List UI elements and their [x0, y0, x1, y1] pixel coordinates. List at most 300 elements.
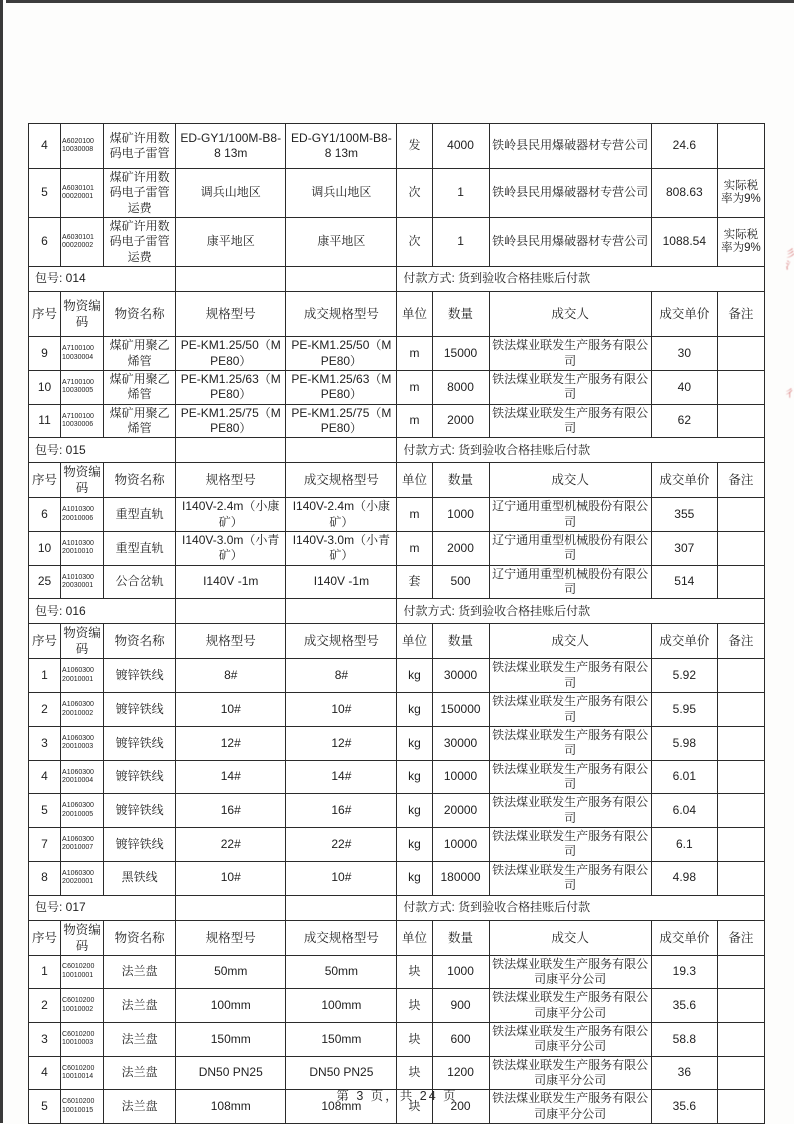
cell-spec: 8# — [176, 659, 286, 693]
cell-seq: 5 — [29, 1090, 61, 1124]
cell-deal-spec: 12# — [286, 726, 397, 760]
cell-unit-price: 1088.54 — [651, 218, 717, 267]
cell-material-name: 镀锌铁线 — [104, 794, 176, 828]
material-code-line2: 10030004 — [62, 353, 94, 361]
cell-spec: PE-KM1.25/75（MPE80） — [176, 404, 286, 438]
column-header: 成交单价 — [651, 920, 717, 955]
cell-material-code — [61, 955, 104, 989]
cell-unit-price: 307 — [651, 532, 717, 566]
cell-note — [717, 989, 764, 1023]
cell-note — [717, 693, 764, 727]
empty-cell — [286, 895, 397, 920]
table-row — [29, 861, 765, 895]
column-header: 物资名称 — [104, 920, 176, 955]
cell-winner: 铁法煤业联发生产服务有限公司 — [489, 693, 651, 727]
cell-winner: 铁法煤业联发生产服务有限公司 — [489, 861, 651, 895]
cell-note — [717, 1056, 764, 1090]
cell-deal-spec: 10# — [286, 693, 397, 727]
procurement-results-table — [28, 123, 765, 1124]
column-header-row — [29, 463, 765, 498]
cell-seq: 2 — [29, 989, 61, 1023]
cell-unit: 块 — [397, 1056, 432, 1090]
cell-material-name: 法兰盘 — [104, 1090, 176, 1124]
cell-note — [717, 124, 764, 169]
package-row — [29, 895, 765, 920]
package-number: 包号: 014 — [29, 267, 176, 292]
cell-quantity: 10000 — [432, 760, 489, 794]
cell-spec: DN50 PN25 — [176, 1056, 286, 1090]
cell-seq: 7 — [29, 828, 61, 862]
table-row — [29, 726, 765, 760]
cell-quantity: 1 — [432, 169, 489, 218]
cell-seq: 3 — [29, 726, 61, 760]
cell-winner: 辽宁通用重型机械股份有限公司 — [489, 498, 651, 532]
cell-deal-spec: 150mm — [286, 1022, 397, 1056]
cell-note — [717, 532, 764, 566]
empty-cell — [176, 267, 286, 292]
cell-material-code — [61, 124, 104, 169]
cell-material-code — [61, 794, 104, 828]
material-code-line2: 20010001 — [62, 675, 94, 683]
cell-winner: 铁法煤业联发生产服务有限公司 — [489, 337, 651, 371]
material-code-line2: 20020001 — [62, 878, 94, 886]
cell-quantity: 150000 — [432, 693, 489, 727]
material-code-line1: A6020100 — [62, 137, 94, 145]
cell-material-name: 镀锌铁线 — [104, 828, 176, 862]
cell-unit-price: 6.01 — [651, 760, 717, 794]
cell-unit: kg — [397, 659, 432, 693]
cell-note — [717, 1022, 764, 1056]
cell-unit-price: 808.63 — [651, 169, 717, 218]
cell-deal-spec: DN50 PN25 — [286, 1056, 397, 1090]
cell-note — [717, 498, 764, 532]
cell-material-code — [61, 169, 104, 218]
cell-material-name: 镀锌铁线 — [104, 693, 176, 727]
column-header: 序号 — [29, 292, 61, 337]
cell-quantity: 1000 — [432, 955, 489, 989]
cell-unit: kg — [397, 693, 432, 727]
cell-unit: 套 — [397, 565, 432, 599]
cell-material-code — [61, 337, 104, 371]
cell-material-name: 煤矿用聚乙烯管 — [104, 404, 176, 438]
material-code-line2: 20010002 — [62, 709, 94, 717]
table-row — [29, 828, 765, 862]
package-row — [29, 599, 765, 624]
material-code-line1: A1060300 — [62, 836, 94, 844]
cell-deal-spec: 康平地区 — [286, 218, 397, 267]
column-header-row — [29, 624, 765, 659]
red-seal-fragment-icon: 彳 — [782, 388, 793, 400]
table-row — [29, 565, 765, 599]
cell-spec: PE-KM1.25/63（MPE80） — [176, 370, 286, 404]
cell-note: 实际税率为9% — [717, 218, 764, 267]
cell-material-code — [61, 659, 104, 693]
cell-note — [717, 955, 764, 989]
cell-winner: 铁法煤业联发生产服务有限公司 — [489, 760, 651, 794]
column-header: 成交规格型号 — [286, 624, 397, 659]
cell-spec: 康平地区 — [176, 218, 286, 267]
cell-winner: 铁法煤业联发生产服务有限公司康平分公司 — [489, 989, 651, 1023]
cell-quantity: 1000 — [432, 498, 489, 532]
column-header: 成交人 — [489, 920, 651, 955]
column-header-row — [29, 920, 765, 955]
cell-material-name: 法兰盘 — [104, 955, 176, 989]
cell-winner: 铁法煤业联发生产服务有限公司 — [489, 659, 651, 693]
column-header: 数量 — [432, 463, 489, 498]
column-header: 序号 — [29, 624, 61, 659]
cell-unit-price: 58.8 — [651, 1022, 717, 1056]
cell-seq: 1 — [29, 955, 61, 989]
cell-material-code — [61, 404, 104, 438]
cell-seq: 8 — [29, 861, 61, 895]
cell-seq: 9 — [29, 337, 61, 371]
cell-unit-price: 5.92 — [651, 659, 717, 693]
column-header: 成交人 — [489, 292, 651, 337]
cell-spec: 调兵山地区 — [176, 169, 286, 218]
column-header: 单位 — [397, 920, 432, 955]
cell-deal-spec: 22# — [286, 828, 397, 862]
material-code-line2: 20010006 — [62, 514, 94, 522]
cell-spec: I140V-2.4m（小康矿） — [176, 498, 286, 532]
cell-unit: m — [397, 337, 432, 371]
cell-winner: 辽宁通用重型机械股份有限公司 — [489, 565, 651, 599]
cell-quantity: 1 — [432, 218, 489, 267]
table-row — [29, 760, 765, 794]
cell-deal-spec: I140V-3.0m（小青矿） — [286, 532, 397, 566]
column-header: 成交规格型号 — [286, 920, 397, 955]
cell-deal-spec: 50mm — [286, 955, 397, 989]
cell-spec: 10# — [176, 861, 286, 895]
cell-unit-price: 5.98 — [651, 726, 717, 760]
cell-seq: 4 — [29, 124, 61, 169]
material-code-line1: A1060300 — [62, 734, 94, 742]
cell-material-code — [61, 1022, 104, 1056]
cell-spec: I140V -1m — [176, 565, 286, 599]
cell-material-name: 煤矿许用数码电子雷管 — [104, 124, 176, 169]
column-header: 备注 — [717, 920, 764, 955]
cell-quantity: 180000 — [432, 861, 489, 895]
empty-cell — [286, 438, 397, 463]
cell-seq: 3 — [29, 1022, 61, 1056]
cell-winner: 铁法煤业联发生产服务有限公司康平分公司 — [489, 1056, 651, 1090]
column-header: 规格型号 — [176, 292, 286, 337]
column-header: 物资编码 — [61, 624, 104, 659]
payment-method: 付款方式: 货到验收合格挂账后付款 — [397, 438, 765, 463]
cell-material-name: 煤矿许用数码电子雷管运费 — [104, 169, 176, 218]
cell-seq: 5 — [29, 794, 61, 828]
cell-spec: I140V-3.0m（小青矿） — [176, 532, 286, 566]
material-code-line1: A6030101 — [62, 184, 94, 192]
table-row — [29, 693, 765, 727]
column-header: 成交规格型号 — [286, 463, 397, 498]
payment-method: 付款方式: 货到验收合格挂账后付款 — [397, 599, 765, 624]
material-code-line2: 20010003 — [62, 743, 94, 751]
material-code-line1: A1060300 — [62, 701, 94, 709]
cell-seq: 5 — [29, 169, 61, 218]
cell-deal-spec: PE-KM1.25/75（MPE80） — [286, 404, 397, 438]
cell-spec: 50mm — [176, 955, 286, 989]
cell-quantity: 200 — [432, 1090, 489, 1124]
material-code-line1: C6010200 — [62, 963, 95, 971]
cell-note — [717, 760, 764, 794]
package-number: 包号: 017 — [29, 895, 176, 920]
cell-deal-spec: 14# — [286, 760, 397, 794]
material-code-line1: A1060300 — [62, 667, 94, 675]
column-header: 单位 — [397, 624, 432, 659]
material-code-line2: 10030005 — [62, 387, 94, 395]
column-header: 成交单价 — [651, 624, 717, 659]
cell-material-name: 煤矿用聚乙烯管 — [104, 370, 176, 404]
column-header: 备注 — [717, 463, 764, 498]
cell-spec: 12# — [176, 726, 286, 760]
cell-material-name: 公合岔轨 — [104, 565, 176, 599]
cell-unit: kg — [397, 760, 432, 794]
cell-spec: PE-KM1.25/50（MPE80） — [176, 337, 286, 371]
table-row — [29, 1022, 765, 1056]
cell-material-code — [61, 1056, 104, 1090]
cell-unit: 块 — [397, 955, 432, 989]
table-row — [29, 218, 765, 267]
cell-deal-spec: PE-KM1.25/63（MPE80） — [286, 370, 397, 404]
cell-quantity: 15000 — [432, 337, 489, 371]
material-code-line2: 10030006 — [62, 420, 94, 428]
cell-quantity: 30000 — [432, 726, 489, 760]
cell-quantity: 2000 — [432, 532, 489, 566]
package-number: 包号: 015 — [29, 438, 176, 463]
cell-unit: kg — [397, 726, 432, 760]
cell-deal-spec: 调兵山地区 — [286, 169, 397, 218]
material-code-line1: A1060300 — [62, 802, 94, 810]
column-header: 数量 — [432, 624, 489, 659]
column-header: 成交人 — [489, 463, 651, 498]
empty-cell — [176, 438, 286, 463]
material-code-line1: A7100100 — [62, 412, 94, 420]
cell-seq: 10 — [29, 370, 61, 404]
cell-material-name: 镀锌铁线 — [104, 726, 176, 760]
cell-material-code — [61, 726, 104, 760]
cell-material-name: 法兰盘 — [104, 1056, 176, 1090]
column-header: 物资名称 — [104, 624, 176, 659]
cell-material-name: 法兰盘 — [104, 989, 176, 1023]
cell-note — [717, 794, 764, 828]
cell-quantity: 30000 — [432, 659, 489, 693]
cell-unit: kg — [397, 861, 432, 895]
cell-winner: 铁岭县民用爆破器材专营公司 — [489, 124, 651, 169]
cell-note — [717, 565, 764, 599]
table-row — [29, 337, 765, 371]
column-header: 成交人 — [489, 624, 651, 659]
cell-material-name: 煤矿许用数码电子雷管运费 — [104, 218, 176, 267]
cell-material-code — [61, 989, 104, 1023]
cell-winner: 铁法煤业联发生产服务有限公司康平分公司 — [489, 1022, 651, 1056]
column-header: 规格型号 — [176, 624, 286, 659]
scan-edge-left — [0, 0, 3, 1123]
column-header: 备注 — [717, 292, 764, 337]
table-row — [29, 1056, 765, 1090]
material-code-line1: A7100100 — [62, 345, 94, 353]
cell-deal-spec: 108mm — [286, 1090, 397, 1124]
material-code-line2: 00020002 — [62, 242, 94, 250]
material-code-line2: 10010002 — [62, 1005, 94, 1013]
material-code-line2: 10010001 — [62, 971, 94, 979]
cell-material-name: 重型直轨 — [104, 498, 176, 532]
cell-note — [717, 659, 764, 693]
cell-unit: 块 — [397, 1090, 432, 1124]
empty-cell — [176, 599, 286, 624]
column-header: 成交单价 — [651, 463, 717, 498]
cell-quantity: 8000 — [432, 370, 489, 404]
column-header: 物资编码 — [61, 920, 104, 955]
column-header: 单位 — [397, 463, 432, 498]
cell-deal-spec: ED-GY1/100M-B8-8 13m — [286, 124, 397, 169]
cell-seq: 4 — [29, 1056, 61, 1090]
cell-spec: 100mm — [176, 989, 286, 1023]
cell-winner: 铁法煤业联发生产服务有限公司康平分公司 — [489, 955, 651, 989]
cell-winner: 铁法煤业联发生产服务有限公司 — [489, 828, 651, 862]
cell-winner: 铁岭县民用爆破器材专营公司 — [489, 218, 651, 267]
cell-note — [717, 828, 764, 862]
material-code-line2: 20010010 — [62, 548, 94, 556]
cell-unit-price: 35.6 — [651, 989, 717, 1023]
payment-method: 付款方式: 货到验收合格挂账后付款 — [397, 895, 765, 920]
column-header: 数量 — [432, 292, 489, 337]
cell-quantity: 500 — [432, 565, 489, 599]
cell-seq: 2 — [29, 693, 61, 727]
cell-quantity: 900 — [432, 989, 489, 1023]
cell-deal-spec: 16# — [286, 794, 397, 828]
table-row — [29, 124, 765, 169]
cell-unit-price: 30 — [651, 337, 717, 371]
material-code-line2: 20010004 — [62, 776, 94, 784]
cell-unit-price: 6.04 — [651, 794, 717, 828]
material-code-line1: A1010300 — [62, 573, 94, 581]
cell-deal-spec: 8# — [286, 659, 397, 693]
cell-spec: 14# — [176, 760, 286, 794]
cell-material-code — [61, 498, 104, 532]
cell-winner: 铁法煤业联发生产服务有限公司 — [489, 726, 651, 760]
cell-unit-price: 62 — [651, 404, 717, 438]
column-header: 单位 — [397, 292, 432, 337]
material-code-line2: 10010014 — [62, 1073, 94, 1081]
cell-unit: 块 — [397, 989, 432, 1023]
cell-deal-spec: I140V-2.4m（小康矿） — [286, 498, 397, 532]
cell-unit-price: 35.6 — [651, 1090, 717, 1124]
table-row — [29, 370, 765, 404]
material-code-line1: A6030101 — [62, 233, 94, 241]
cell-unit: m — [397, 370, 432, 404]
payment-method: 付款方式: 货到验收合格挂账后付款 — [397, 267, 765, 292]
package-row — [29, 438, 765, 463]
package-row — [29, 267, 765, 292]
cell-unit-price: 4.98 — [651, 861, 717, 895]
cell-spec: 16# — [176, 794, 286, 828]
cell-unit-price: 24.6 — [651, 124, 717, 169]
cell-unit: 发 — [397, 124, 432, 169]
cell-note — [717, 337, 764, 371]
cell-winner: 铁法煤业联发生产服务有限公司 — [489, 370, 651, 404]
cell-spec: ED-GY1/100M-B8-8 13m — [176, 124, 286, 169]
cell-material-code — [61, 760, 104, 794]
cell-unit-price: 19.3 — [651, 955, 717, 989]
cell-material-code — [61, 861, 104, 895]
cell-material-name: 重型直轨 — [104, 532, 176, 566]
cell-quantity: 600 — [432, 1022, 489, 1056]
cell-unit: kg — [397, 794, 432, 828]
cell-unit-price: 5.95 — [651, 693, 717, 727]
cell-unit-price: 6.1 — [651, 828, 717, 862]
material-code-line1: C6010200 — [62, 1098, 95, 1106]
cell-note — [717, 370, 764, 404]
cell-material-name: 黑铁线 — [104, 861, 176, 895]
table-row — [29, 955, 765, 989]
cell-unit-price: 355 — [651, 498, 717, 532]
cell-winner: 铁岭县民用爆破器材专营公司 — [489, 169, 651, 218]
cell-material-code — [61, 565, 104, 599]
cell-material-name: 镀锌铁线 — [104, 659, 176, 693]
table-row — [29, 404, 765, 438]
column-header: 成交单价 — [651, 292, 717, 337]
empty-cell — [286, 267, 397, 292]
red-seal-fragment-icon: 彡氵 — [783, 248, 794, 272]
package-number: 包号: 016 — [29, 599, 176, 624]
cell-material-name: 煤矿用聚乙烯管 — [104, 337, 176, 371]
cell-spec: 10# — [176, 693, 286, 727]
table-row — [29, 532, 765, 566]
column-header: 成交规格型号 — [286, 292, 397, 337]
cell-spec: 22# — [176, 828, 286, 862]
cell-unit: kg — [397, 828, 432, 862]
column-header: 物资名称 — [104, 463, 176, 498]
column-header: 物资编码 — [61, 463, 104, 498]
cell-seq: 25 — [29, 565, 61, 599]
empty-cell — [176, 895, 286, 920]
material-code-line2: 20030001 — [62, 582, 94, 590]
material-code-line2: 10010015 — [62, 1106, 94, 1114]
cell-material-code — [61, 693, 104, 727]
cell-note — [717, 404, 764, 438]
cell-unit: 次 — [397, 218, 432, 267]
cell-unit: 次 — [397, 169, 432, 218]
cell-unit: 块 — [397, 1022, 432, 1056]
cell-note: 实际税率为9% — [717, 169, 764, 218]
cell-winner: 铁法煤业联发生产服务有限公司 — [489, 404, 651, 438]
column-header: 数量 — [432, 920, 489, 955]
material-code-line1: A1060300 — [62, 768, 94, 776]
cell-material-code — [61, 370, 104, 404]
material-code-line1: A7100100 — [62, 378, 94, 386]
cell-seq: 1 — [29, 659, 61, 693]
cell-winner: 铁法煤业联发生产服务有限公司康平分公司 — [489, 1090, 651, 1124]
material-code-line1: C6010200 — [62, 1030, 95, 1038]
column-header: 备注 — [717, 624, 764, 659]
cell-deal-spec: I140V -1m — [286, 565, 397, 599]
column-header: 物资编码 — [61, 292, 104, 337]
cell-spec: 150mm — [176, 1022, 286, 1056]
table-row — [29, 169, 765, 218]
cell-seq: 4 — [29, 760, 61, 794]
column-header: 规格型号 — [176, 920, 286, 955]
table-row — [29, 498, 765, 532]
cell-material-code — [61, 218, 104, 267]
cell-quantity: 1200 — [432, 1056, 489, 1090]
material-code-line2: 20010005 — [62, 810, 94, 818]
cell-material-name: 法兰盘 — [104, 1022, 176, 1056]
page-footer: 第 3 页，共 24 页 — [336, 1089, 458, 1103]
cell-winner: 辽宁通用重型机械股份有限公司 — [489, 532, 651, 566]
cell-unit: m — [397, 404, 432, 438]
cell-unit: m — [397, 532, 432, 566]
column-header: 序号 — [29, 463, 61, 498]
